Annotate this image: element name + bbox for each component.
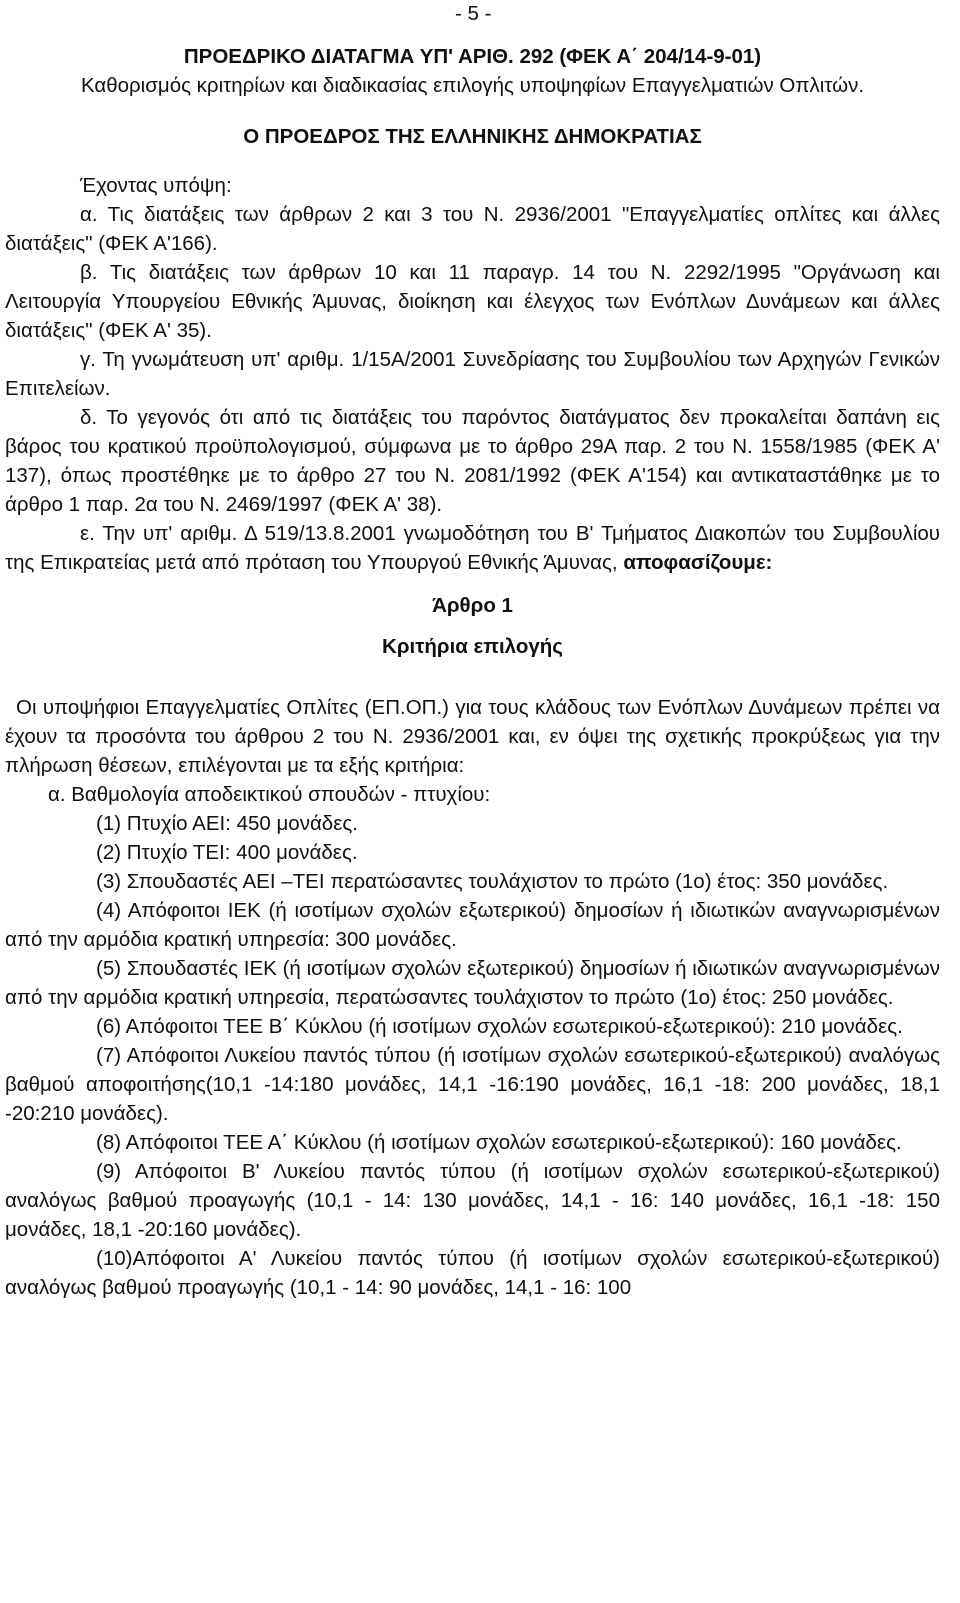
preamble-item-b: β. Τις διατάξεις των άρθρων 10 και 11 παραγρ. 14 του Ν. 2292/1995 "Οργάνωση και Λειτουργία Υπουργείου Εθνικής Άμυνας, διοίκηση και έλεγχος των Ενόπλων Δυνάμεων και άλλες διατάξεις" (ΦΕΚ Α' 35). (5, 261, 940, 342)
list-item: (4) Απόφοιτοι ΙΕΚ (ή ισοτίμων σχολών εξωτερικού) δημοσίων ή ιδιωτικών αναγνωρισμένων από την αρμόδια κρατική υπηρεσία: 300 μονάδες. (5, 899, 940, 951)
preamble-intro: Έχοντας υπόψη: (80, 174, 232, 197)
document-page (5, 0, 940, 1302)
list-item: (9) Απόφοιτοι Β' Λυκείου παντός τύπου (ή ισοτίμων σχολών εσωτερικού-εξωτερικού) αναλόγως βαθμού προαγωγής (10,1 - 14: 130 μονάδες, 14,1 - 16: 140 μονάδες, 16,1 -18: 150 μονάδες, 18,1 -20:160 μονάδες). (5, 1160, 940, 1241)
criterion-a: α. Βαθμολογία αποδεικτικού σπουδών - πτυχίου: (48, 783, 491, 806)
issuer-heading: Ο ΠΡΟΕΔΡΟΣ ΤΗΣ ΕΛΛΗΝΙΚΗΣ ΔΗΜΟΚΡΑΤΙΑΣ (243, 125, 702, 148)
list-item: (2) Πτυχίο ΤΕΙ: 400 μονάδες. (96, 841, 358, 864)
decision-word: αποφασίζουμε: (623, 551, 773, 574)
list-item: (3) Σπουδαστές ΑΕΙ –ΤΕΙ περατώσαντες τουλάχιστον το πρώτο (1ο) έτος: 350 μονάδες. (96, 870, 889, 893)
preamble-item-d: δ. Το γεγονός ότι από τις διατάξεις του παρόντος διατάγματος δεν προκαλείται δαπάνη εις βάρος του κρατικού προϋπολογισμού, σύμφωνα με το άρθρο 29Α παρ. 2 του Ν. 1558/1985 (ΦΕΚ Α' 137), όπως προστέθηκε με το άρθρο 27 του Ν. 2081/1992 (ΦΕΚ Α'154) και αντικαταστάθηκε με το άρθρο 1 παρ. 2α του Ν. 2469/1997 (ΦΕΚ Α' 38). (5, 406, 940, 516)
list-item: (1) Πτυχίο ΑΕΙ: 450 μονάδες. (96, 812, 358, 835)
preamble-item-a: α. Τις διατάξεις των άρθρων 2 και 3 του Ν. 2936/2001 "Επαγγελματίες οπλίτες και άλλες διατάξεις" (ΦΕΚ Α'166). (5, 203, 940, 255)
list-item: (7) Απόφοιτοι Λυκείου παντός τύπου (ή ισοτίμων σχολών εσωτερικού-εξωτερικού) αναλόγως βαθμού αποφοιτήσης(10,1 -14:180 μονάδες, 14,1 -16:190 μονάδες, 16,1 -18: 200 μονάδες, 18,1 -20:210 μονάδες). (5, 1044, 940, 1125)
list-item: (8) Απόφοιτοι ΤΕΕ Α΄ Κύκλου (ή ισοτίμων σχολών εσωτερικού-εξωτερικού): 160 μονάδες. (96, 1131, 902, 1154)
article-heading: Κριτήρια επιλογής (382, 635, 563, 658)
article-number: Άρθρο 1 (432, 594, 513, 617)
decree-subtitle: Καθορισμός κριτηρίων και διαδικασίας επιλογής υποψηφίων Επαγγελματιών Οπλιτών. (80, 74, 865, 97)
preamble-item-e (5, 519, 940, 577)
decree-title: ΠΡΟΕΔΡΙΚΟ ΔΙΑΤΑΓΜΑ ΥΠ' ΑΡΙΘ. 292 (ΦΕΚ Α΄ 204/14-9-01) (183, 45, 762, 68)
list-item: (5) Σπουδαστές ΙΕΚ (ή ισοτίμων σχολών εξωτερικού) δημοσίων ή ιδιωτικών αναγνωρισμένων από την αρμόδια κρατική υπηρεσία, περατώσαντες τουλάχιστον το πρώτο (1ο) έτος: 250 μονάδες. (5, 957, 940, 1009)
article-intro: Οι υποψήφιοι Επαγγελματίες Οπλίτες (ΕΠ.ΟΠ.) για τους κλάδους των Ενόπλων Δυνάμεων πρέπει να έχουν τα προσόντα του άρθρου 2 του Ν. 2936/2001 και, εν όψει της σχετικής προκρύξεως για την πλήρωση θέσεων, επιλέγονται με τα εξής κριτήρια: (5, 696, 940, 777)
list-item: (6) Απόφοιτοι ΤΕΕ Β΄ Κύκλου (ή ισοτίμων σχολών εσωτερικού-εξωτερικού): 210 μονάδες. (96, 1015, 903, 1038)
preamble-item-e-text: ε. Την υπ' αριθμ. Δ 519/13.8.2001 γνωμοδότηση του Β' Τμήματος Διακοπών του Συμβουλίου της Επικρατείας μετά από πρόταση του Υπουργού Εθνικής Άμυνας, (5, 522, 940, 574)
page-number: - 5 - (455, 2, 492, 25)
list-item: (10)Απόφοιτοι Α' Λυκείου παντός τύπου (ή ισοτίμων σχολών εσωτερικού-εξωτερικού) αναλόγως βαθμού προαγωγής (10,1 - 14: 90 μονάδες, 14,1 - 16: 100 (5, 1247, 940, 1299)
preamble-item-c: γ. Τη γνωμάτευση υπ' αριθμ. 1/15Α/2001 Συνεδρίασης του Συμβουλίου των Αρχηγών Γενικών Επιτελείων. (5, 348, 940, 400)
